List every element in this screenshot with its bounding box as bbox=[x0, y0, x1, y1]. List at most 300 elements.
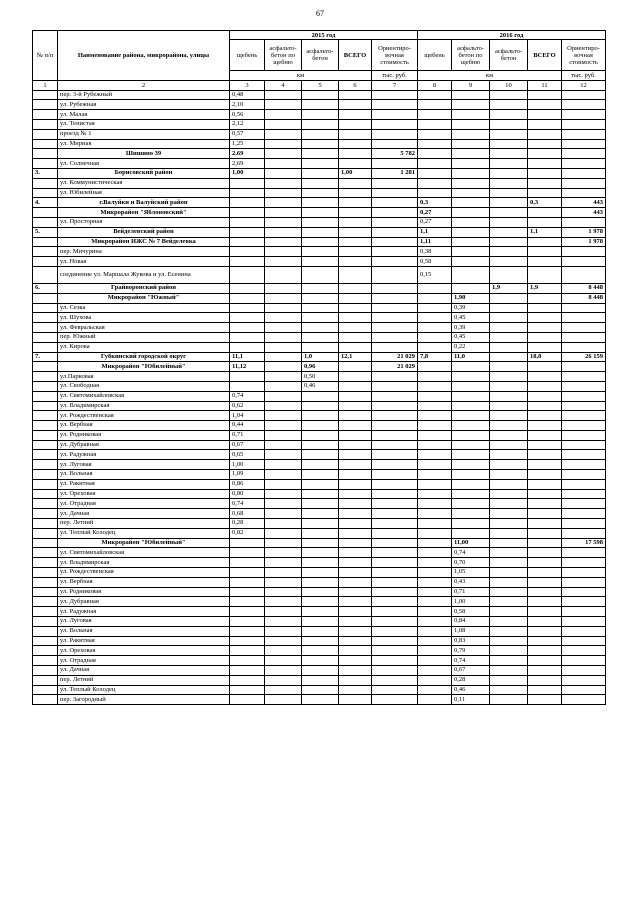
value-cell bbox=[490, 149, 528, 159]
value-cell bbox=[372, 479, 418, 489]
value-cell bbox=[562, 139, 606, 149]
value-cell bbox=[490, 110, 528, 120]
value-cell bbox=[490, 313, 528, 323]
value-cell bbox=[490, 257, 528, 267]
value-cell bbox=[302, 421, 339, 431]
value-cell bbox=[265, 411, 302, 421]
value-cell bbox=[265, 362, 302, 372]
value-cell bbox=[302, 313, 339, 323]
value-cell bbox=[528, 499, 562, 509]
value-cell bbox=[372, 470, 418, 480]
value-cell bbox=[490, 489, 528, 499]
value-cell bbox=[339, 440, 372, 450]
value-cell bbox=[372, 303, 418, 313]
value-cell bbox=[418, 479, 452, 489]
value-cell bbox=[302, 149, 339, 159]
value-cell bbox=[372, 188, 418, 198]
table-row bbox=[33, 685, 606, 695]
table-row bbox=[33, 90, 606, 100]
table-row bbox=[33, 430, 606, 440]
value-cell bbox=[528, 247, 562, 257]
value-cell bbox=[452, 188, 490, 198]
value-cell bbox=[562, 159, 606, 169]
street-name: ул. Отрадная bbox=[58, 499, 230, 509]
value-cell bbox=[528, 139, 562, 149]
value-cell bbox=[418, 597, 452, 607]
row-number bbox=[33, 332, 58, 342]
section-name: Губкинский городской округ bbox=[58, 352, 230, 362]
row-number bbox=[33, 110, 58, 120]
value-cell: 0,74 bbox=[452, 548, 490, 558]
street-name: ул. Дачная bbox=[58, 666, 230, 676]
row-number bbox=[33, 499, 58, 509]
value-cell bbox=[302, 499, 339, 509]
value-cell bbox=[562, 548, 606, 558]
value-cell bbox=[418, 168, 452, 178]
value-cell bbox=[230, 381, 265, 391]
value-cell bbox=[528, 168, 562, 178]
value-cell bbox=[302, 685, 339, 695]
value-cell bbox=[562, 646, 606, 656]
value-cell bbox=[339, 421, 372, 431]
value-cell bbox=[230, 577, 265, 587]
value-cell bbox=[528, 646, 562, 656]
value-cell bbox=[265, 149, 302, 159]
street-name: ул. Просторная bbox=[58, 217, 230, 227]
value-cell bbox=[562, 587, 606, 597]
sub-header: ВСЕГО bbox=[339, 40, 372, 71]
value-cell: 0,62 bbox=[230, 401, 265, 411]
table-row bbox=[33, 266, 606, 283]
value-cell: 2,69 bbox=[230, 159, 265, 169]
value-cell bbox=[230, 646, 265, 656]
value-cell bbox=[372, 227, 418, 237]
value-cell bbox=[302, 237, 339, 247]
value-cell bbox=[528, 401, 562, 411]
table-row bbox=[33, 332, 606, 342]
value-cell bbox=[418, 548, 452, 558]
value-cell bbox=[562, 430, 606, 440]
value-cell bbox=[490, 685, 528, 695]
value-cell bbox=[372, 421, 418, 431]
value-cell bbox=[339, 159, 372, 169]
value-cell bbox=[562, 450, 606, 460]
column-number: 2 bbox=[58, 80, 230, 90]
row-number bbox=[33, 100, 58, 110]
value-cell bbox=[230, 587, 265, 597]
value-cell bbox=[490, 499, 528, 509]
row-number bbox=[33, 587, 58, 597]
value-cell bbox=[528, 626, 562, 636]
value-cell: 0,38 bbox=[418, 247, 452, 257]
value-cell bbox=[302, 558, 339, 568]
value-cell bbox=[265, 538, 302, 548]
value-cell bbox=[418, 577, 452, 587]
value-cell bbox=[339, 577, 372, 587]
value-cell: 0,3 bbox=[418, 198, 452, 208]
value-cell bbox=[339, 362, 372, 372]
value-cell bbox=[452, 381, 490, 391]
value-cell bbox=[528, 607, 562, 617]
value-cell bbox=[562, 509, 606, 519]
value-cell bbox=[562, 110, 606, 120]
street-name: ул. Луговая bbox=[58, 617, 230, 627]
street-name: ул. Святомихайловская bbox=[58, 548, 230, 558]
value-cell: 0,67 bbox=[230, 440, 265, 450]
value-cell: 0,28 bbox=[230, 519, 265, 529]
value-cell bbox=[372, 381, 418, 391]
value-cell bbox=[418, 129, 452, 139]
value-cell bbox=[339, 100, 372, 110]
value-cell: 8 448 bbox=[562, 283, 606, 293]
value-cell bbox=[490, 587, 528, 597]
value-cell bbox=[372, 119, 418, 129]
value-cell bbox=[418, 110, 452, 120]
value-cell: 11,00 bbox=[452, 538, 490, 548]
value-cell bbox=[230, 247, 265, 257]
row-number bbox=[33, 139, 58, 149]
section-name: Микрорайон "Яблоновский" bbox=[58, 208, 230, 218]
value-cell: 17 598 bbox=[562, 538, 606, 548]
value-cell bbox=[265, 617, 302, 627]
value-cell bbox=[528, 617, 562, 627]
street-name: ул. Вербная bbox=[58, 577, 230, 587]
value-cell bbox=[528, 129, 562, 139]
value-cell bbox=[230, 685, 265, 695]
row-number bbox=[33, 646, 58, 656]
value-cell: 1,11 bbox=[418, 237, 452, 247]
value-cell bbox=[528, 332, 562, 342]
table-row bbox=[33, 293, 606, 303]
row-number bbox=[33, 538, 58, 548]
value-cell bbox=[302, 208, 339, 218]
value-cell bbox=[372, 646, 418, 656]
value-cell bbox=[562, 636, 606, 646]
value-cell bbox=[418, 139, 452, 149]
street-name: ул. Отрадная bbox=[58, 656, 230, 666]
value-cell bbox=[339, 139, 372, 149]
value-cell bbox=[528, 362, 562, 372]
row-number bbox=[33, 362, 58, 372]
value-cell bbox=[372, 129, 418, 139]
value-cell bbox=[230, 342, 265, 352]
value-cell bbox=[265, 188, 302, 198]
value-cell bbox=[265, 656, 302, 666]
value-cell bbox=[372, 247, 418, 257]
value-cell bbox=[418, 470, 452, 480]
value-cell bbox=[528, 323, 562, 333]
value-cell bbox=[452, 139, 490, 149]
value-cell bbox=[302, 656, 339, 666]
table-row bbox=[33, 110, 606, 120]
value-cell bbox=[265, 217, 302, 227]
value-cell bbox=[302, 110, 339, 120]
value-cell bbox=[452, 450, 490, 460]
value-cell bbox=[528, 470, 562, 480]
value-cell bbox=[452, 149, 490, 159]
value-cell bbox=[490, 626, 528, 636]
value-cell bbox=[230, 332, 265, 342]
street-name: ул. Ракитная bbox=[58, 636, 230, 646]
value-cell bbox=[490, 100, 528, 110]
value-cell bbox=[490, 460, 528, 470]
value-cell bbox=[302, 548, 339, 558]
value-cell bbox=[490, 401, 528, 411]
value-cell: 0,45 bbox=[452, 313, 490, 323]
row-number bbox=[33, 391, 58, 401]
table-row bbox=[33, 519, 606, 529]
value-cell bbox=[562, 362, 606, 372]
value-cell bbox=[528, 430, 562, 440]
street-name: ул. Рождественская bbox=[58, 411, 230, 421]
value-cell: 1,00 bbox=[230, 460, 265, 470]
value-cell bbox=[302, 528, 339, 538]
street-name: ул. Родниковая bbox=[58, 430, 230, 440]
value-cell bbox=[339, 646, 372, 656]
value-cell bbox=[265, 577, 302, 587]
value-cell bbox=[265, 646, 302, 656]
value-cell bbox=[339, 568, 372, 578]
value-cell bbox=[372, 332, 418, 342]
value-cell bbox=[339, 313, 372, 323]
value-cell bbox=[302, 519, 339, 529]
value-cell bbox=[562, 100, 606, 110]
value-cell: 11,0 bbox=[452, 352, 490, 362]
value-cell bbox=[490, 421, 528, 431]
value-cell: 18,8 bbox=[528, 352, 562, 362]
sub-header: асфальто-бетон bbox=[302, 40, 339, 71]
row-number bbox=[33, 257, 58, 267]
row-number bbox=[33, 656, 58, 666]
row-number bbox=[33, 528, 58, 538]
value-cell bbox=[418, 528, 452, 538]
value-cell bbox=[339, 266, 372, 283]
row-number bbox=[33, 558, 58, 568]
value-cell bbox=[230, 198, 265, 208]
table-row bbox=[33, 470, 606, 480]
value-cell bbox=[339, 548, 372, 558]
value-cell bbox=[528, 411, 562, 421]
section-name: Борисовский район bbox=[58, 168, 230, 178]
row-number bbox=[33, 247, 58, 257]
value-cell bbox=[418, 666, 452, 676]
value-cell: 5 782 bbox=[372, 149, 418, 159]
value-cell bbox=[418, 440, 452, 450]
value-cell bbox=[528, 489, 562, 499]
value-cell bbox=[302, 666, 339, 676]
value-cell bbox=[528, 421, 562, 431]
street-name: соединение ул. Маршала Жукова и ул. Есенина bbox=[58, 266, 230, 283]
value-cell bbox=[372, 499, 418, 509]
value-cell: 0,46 bbox=[452, 685, 490, 695]
value-cell bbox=[302, 607, 339, 617]
value-cell bbox=[418, 119, 452, 129]
value-cell bbox=[230, 607, 265, 617]
value-cell bbox=[490, 323, 528, 333]
value-cell bbox=[562, 342, 606, 352]
value-cell bbox=[418, 381, 452, 391]
value-cell bbox=[302, 257, 339, 267]
value-cell: 0,27 bbox=[418, 217, 452, 227]
table-row bbox=[33, 188, 606, 198]
row-number bbox=[33, 313, 58, 323]
value-cell bbox=[302, 617, 339, 627]
street-name: пер. Загородный bbox=[58, 695, 230, 705]
value-cell bbox=[452, 168, 490, 178]
value-cell bbox=[490, 675, 528, 685]
value-cell bbox=[372, 198, 418, 208]
value-cell: 443 bbox=[562, 198, 606, 208]
table-row bbox=[33, 323, 606, 333]
table-row bbox=[33, 352, 606, 362]
value-cell bbox=[339, 617, 372, 627]
value-cell bbox=[372, 538, 418, 548]
value-cell bbox=[490, 90, 528, 100]
value-cell bbox=[302, 303, 339, 313]
value-cell bbox=[339, 381, 372, 391]
table-row bbox=[33, 646, 606, 656]
value-cell bbox=[372, 139, 418, 149]
column-number: 7 bbox=[372, 80, 418, 90]
value-cell bbox=[452, 421, 490, 431]
value-cell bbox=[528, 568, 562, 578]
table-row bbox=[33, 440, 606, 450]
value-cell bbox=[452, 178, 490, 188]
value-cell bbox=[452, 266, 490, 283]
value-cell bbox=[230, 558, 265, 568]
value-cell: 0,84 bbox=[452, 617, 490, 627]
value-cell bbox=[302, 90, 339, 100]
row-number bbox=[33, 450, 58, 460]
row-number bbox=[33, 178, 58, 188]
value-cell bbox=[490, 528, 528, 538]
value-cell: 2,12 bbox=[230, 119, 265, 129]
value-cell: 1 978 bbox=[562, 237, 606, 247]
row-number bbox=[33, 411, 58, 421]
value-cell: 11,12 bbox=[230, 362, 265, 372]
value-cell bbox=[372, 597, 418, 607]
value-cell bbox=[452, 372, 490, 382]
value-cell bbox=[372, 178, 418, 188]
value-cell bbox=[418, 695, 452, 705]
value-cell bbox=[418, 159, 452, 169]
section-name: г.Валуйки и Валуйский район bbox=[58, 198, 230, 208]
value-cell bbox=[265, 332, 302, 342]
value-cell bbox=[339, 695, 372, 705]
value-cell bbox=[339, 178, 372, 188]
value-cell bbox=[265, 430, 302, 440]
street-name: ул. Солнечная bbox=[58, 159, 230, 169]
value-cell: 0,39 bbox=[452, 303, 490, 313]
value-cell bbox=[302, 323, 339, 333]
value-cell: 1,00 bbox=[452, 597, 490, 607]
value-cell bbox=[452, 119, 490, 129]
value-cell: 7,8 bbox=[418, 352, 452, 362]
value-cell: 0,28 bbox=[452, 675, 490, 685]
value-cell bbox=[265, 372, 302, 382]
value-cell bbox=[372, 293, 418, 303]
value-cell bbox=[418, 90, 452, 100]
value-cell bbox=[339, 587, 372, 597]
value-cell bbox=[562, 558, 606, 568]
value-cell bbox=[528, 342, 562, 352]
value-cell bbox=[265, 293, 302, 303]
value-cell bbox=[418, 100, 452, 110]
value-cell bbox=[230, 695, 265, 705]
value-cell bbox=[265, 208, 302, 218]
value-cell: 0,65 bbox=[230, 450, 265, 460]
value-cell bbox=[490, 342, 528, 352]
value-cell bbox=[372, 685, 418, 695]
row-number bbox=[33, 568, 58, 578]
value-cell bbox=[265, 695, 302, 705]
street-name: ул. Дачная bbox=[58, 509, 230, 519]
row-number bbox=[33, 342, 58, 352]
section-name: Грайворонский район bbox=[58, 283, 230, 293]
value-cell bbox=[418, 607, 452, 617]
row-number bbox=[33, 188, 58, 198]
value-cell: 0,82 bbox=[230, 528, 265, 538]
value-cell: 1,09 bbox=[230, 470, 265, 480]
table-row bbox=[33, 509, 606, 519]
value-cell: 1,08 bbox=[452, 626, 490, 636]
value-cell bbox=[265, 421, 302, 431]
value-cell bbox=[265, 391, 302, 401]
value-cell bbox=[418, 283, 452, 293]
value-cell bbox=[339, 509, 372, 519]
value-cell bbox=[339, 430, 372, 440]
row-number: 3. bbox=[33, 168, 58, 178]
value-cell bbox=[562, 303, 606, 313]
value-cell bbox=[339, 666, 372, 676]
table-row bbox=[33, 283, 606, 293]
value-cell bbox=[265, 470, 302, 480]
value-cell bbox=[230, 626, 265, 636]
value-cell bbox=[302, 283, 339, 293]
column-number: 3 bbox=[230, 80, 265, 90]
value-cell bbox=[490, 352, 528, 362]
unit-km-header: км bbox=[230, 71, 372, 81]
value-cell bbox=[562, 247, 606, 257]
value-cell bbox=[265, 352, 302, 362]
value-cell bbox=[452, 460, 490, 470]
value-cell bbox=[265, 548, 302, 558]
street-name: пер. Летний bbox=[58, 675, 230, 685]
value-cell bbox=[265, 237, 302, 247]
value-cell bbox=[372, 695, 418, 705]
value-cell bbox=[452, 528, 490, 538]
value-cell bbox=[372, 568, 418, 578]
value-cell bbox=[490, 519, 528, 529]
column-number: 10 bbox=[490, 80, 528, 90]
value-cell: 0,83 bbox=[452, 636, 490, 646]
row-number bbox=[33, 607, 58, 617]
value-cell bbox=[372, 266, 418, 283]
value-cell: 0,71 bbox=[230, 430, 265, 440]
row-number bbox=[33, 460, 58, 470]
value-cell: 0,74 bbox=[230, 499, 265, 509]
row-number bbox=[33, 479, 58, 489]
value-cell bbox=[302, 489, 339, 499]
value-cell bbox=[452, 100, 490, 110]
unit-km-header: км bbox=[418, 71, 562, 81]
value-cell bbox=[490, 470, 528, 480]
value-cell bbox=[372, 100, 418, 110]
value-cell: 0,71 bbox=[452, 587, 490, 597]
street-name: ул. Ореховая bbox=[58, 489, 230, 499]
value-cell bbox=[372, 450, 418, 460]
year-2016-header: 2016 год bbox=[418, 31, 606, 40]
